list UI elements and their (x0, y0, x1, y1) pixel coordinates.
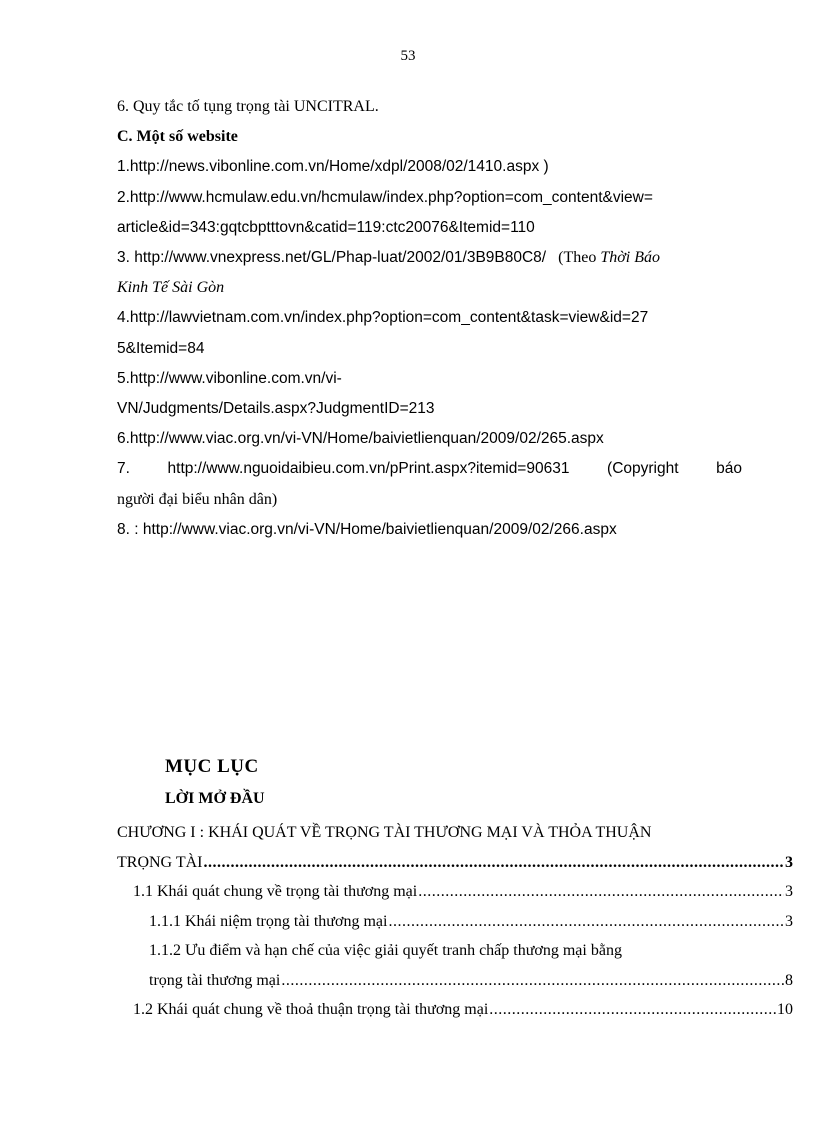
website-7-number: 7. (117, 460, 130, 478)
toc-chapter-1-title-cont: TRỌNG TÀI (117, 853, 203, 871)
website-3-source-part-1: Thời Báo (600, 249, 660, 267)
toc-section-title: 1.1.1 Khái niệm trọng tài thương mại (149, 912, 388, 930)
toc-page-number: 8 (785, 971, 793, 989)
toc-title: MỤC LỤC (165, 756, 259, 777)
website-7-copyright: (Copyright (607, 460, 679, 478)
toc-section-1-1-2-line-1 (0, 936, 739, 966)
toc-section-title: 1.1.2 Ưu điểm và hạn chế của việc giải quyết tranh chấp thương mại bằng (149, 942, 622, 959)
website-6: 6.http://www.viac.org.vn/vi-VN/Home/baivietlienquan/2009/02/265.aspx (117, 430, 604, 448)
toc-section-1-1-2-line-2[interactable] (0, 966, 793, 996)
toc-section-title: 1.2 Khái quát chung về thoả thuận trọng tài thương mại (133, 1001, 489, 1018)
website-5-line-1: 5.http://www.vibonline.com.vn/vi- (117, 369, 342, 387)
reference-item-6: 6. Quy tắc tố tụng trọng tài UNCITRAL. (117, 98, 379, 115)
toc-page-number: 10 (777, 1001, 793, 1018)
toc-section-title: 1.1 Khái quát chung về trọng tài thương mại (133, 883, 418, 900)
website-7-line-2: người đại biểu nhân dân) (117, 490, 278, 508)
toc-page-number: 3 (785, 853, 793, 871)
toc-intro: LỜI MỞ ĐẦU (165, 790, 265, 807)
toc-leader-dots (203, 848, 784, 878)
website-3-line-1 (117, 243, 742, 273)
website-4-line-1: 4.http://lawvietnam.com.vn/index.php?option=com_content&task=view&id=27 (117, 309, 649, 327)
page-number: 53 (400, 48, 416, 64)
section-heading-websites: C. Một số website (117, 128, 238, 146)
toc-leader-dots (281, 966, 784, 996)
references-section (117, 92, 742, 545)
website-5-line-2: VN/Judgments/Details.aspx?JudgmentID=213 (117, 400, 435, 418)
toc-page-number: 3 (785, 912, 793, 930)
toc-leader-dots (388, 907, 784, 937)
toc-section-1-1-1[interactable] (0, 907, 793, 937)
toc-section-title-cont: trọng tài thương mại (149, 971, 281, 989)
website-3-url: 3. http://www.vnexpress.net/GL/Phap-luat/2002/01/3B9B80C8/ (117, 249, 547, 267)
toc-chapter-1-title: CHƯƠNG I : KHÁI QUÁT VỀ TRỌNG TÀI THƯƠNG MẠI VÀ THỎA THUẬN (117, 824, 652, 841)
toc-section-1-1[interactable] (0, 877, 793, 907)
website-2-line-1: 2.http://www.hcmulaw.edu.vn/hcmulaw/index.php?option=com_content&view= (117, 188, 653, 206)
toc-leader-dots (489, 995, 776, 1025)
website-4-line-2: 5&Itemid=84 (117, 339, 205, 357)
website-7-url: http://www.nguoidaibieu.com.vn/pPrint.aspx?itemid=90631 (167, 460, 570, 478)
website-7-line-1 (117, 454, 742, 484)
website-2-line-2: article&id=343:gqtcbptttovn&catid=119:ctc20076&Itemid=110 (117, 218, 535, 236)
website-3-source-part-2: Kinh Tế Sài Gòn (117, 279, 225, 297)
website-1: 1.http://news.vibonline.com.vn/Home/xdpl/2008/02/1410.aspx ) (117, 158, 549, 176)
toc-leader-dots (418, 877, 784, 907)
website-3-theo: (Theo (558, 249, 597, 267)
website-7-bao: báo (716, 460, 742, 478)
website-8: 8. : http://www.viac.org.vn/vi-VN/Home/baivietlienquan/2009/02/266.aspx (117, 520, 617, 538)
toc-chapter-1-line-2[interactable] (0, 848, 793, 878)
table-of-contents (0, 818, 816, 1025)
toc-chapter-1-line-1 (0, 818, 793, 848)
toc-page-number: 3 (785, 883, 793, 900)
toc-section-1-2[interactable] (0, 995, 793, 1025)
